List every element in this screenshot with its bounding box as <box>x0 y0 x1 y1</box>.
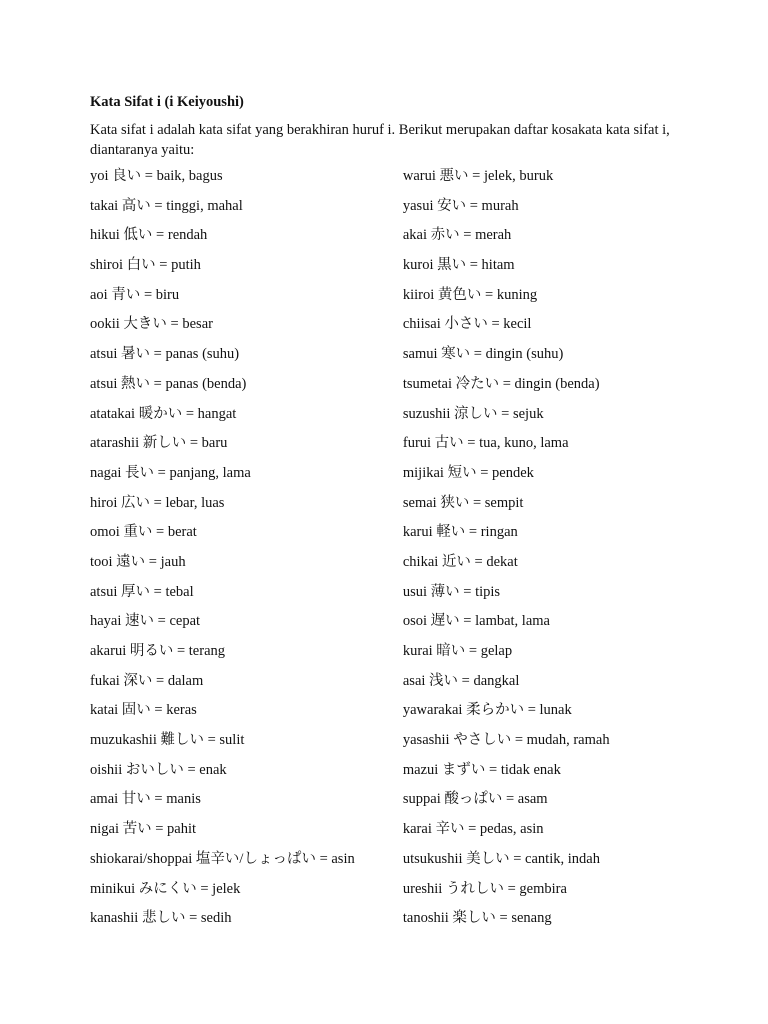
vocab-row <box>90 671 690 701</box>
vocab-entry-left: atsui 暑い = panas (suhu) <box>90 346 240 363</box>
vocab-entry-left: minikui みにくい = jelek <box>90 880 241 897</box>
vocab-row <box>90 582 690 612</box>
vocab-entry-right: kuroi 黒い = hitam <box>402 257 515 274</box>
vocab-entry-right: yasui 安い = murah <box>402 197 519 214</box>
vocab-entry-right: tsumetai 冷たい = dingin (benda) <box>402 375 600 392</box>
vocab-entry-right: karai 辛い = pedas, asin <box>402 821 544 838</box>
vocab-entry-right: mazui まずい = tidak enak <box>402 761 561 778</box>
vocab-row <box>90 344 690 374</box>
vocab-entry-right: suzushii 涼しい = sejuk <box>402 405 544 422</box>
vocab-row <box>90 849 690 879</box>
vocab-entry-left: nigai 苦い = pahit <box>90 821 197 838</box>
vocab-entry-left: omoi 重い = berat <box>90 524 197 541</box>
vocab-entry-left: tooi 遠い = jauh <box>90 553 186 570</box>
vocab-entry-right: yasashii やさしい = mudah, ramah <box>402 732 610 749</box>
vocabulary-table <box>90 166 690 938</box>
vocab-entry-right: osoi 遅い = lambat, lama <box>402 613 550 630</box>
vocab-entry-left: atarashii 新しい = baru <box>90 435 228 452</box>
vocab-entry-left: hayai 速い = cepat <box>90 613 201 630</box>
vocab-entry-right: kiiroi 黄色い = kuning <box>402 286 538 303</box>
vocab-entry-right: suppai 酸っぱい = asam <box>402 791 548 808</box>
vocab-row <box>90 908 690 938</box>
vocab-entry-right: kurai 暗い = gelap <box>402 643 513 659</box>
vocab-row <box>90 641 690 671</box>
vocab-entry-right: warui 悪い = jelek, buruk <box>402 168 554 184</box>
vocab-entry-left: muzukashii 難しい = sulit <box>90 732 245 749</box>
vocab-entry-right: chikai 近い = dekat <box>402 553 518 570</box>
vocab-entry-left: takai 高い = tinggi, mahal <box>90 197 243 214</box>
vocab-entry-left: oishii おいしい = enak <box>90 761 227 778</box>
vocab-entry-left: aoi 青い = biru <box>90 286 180 303</box>
vocab-row <box>90 879 690 909</box>
vocab-entry-right: tanoshii 楽しい = senang <box>402 910 552 927</box>
vocab-entry-right: yawarakai 柔らかい = lunak <box>402 702 572 719</box>
document-title: Kata Sifat i (i Keiyoushi) <box>90 94 244 110</box>
vocab-entry-right: asai 浅い = dangkal <box>402 672 520 689</box>
vocab-entry-left: amai 甘い = manis <box>90 791 201 808</box>
vocab-entry-right: utsukushii 美しい = cantik, indah <box>402 850 600 867</box>
vocab-entry-right: samui 寒い = dingin (suhu) <box>402 346 564 363</box>
vocab-row <box>90 404 690 434</box>
vocab-row <box>90 493 690 523</box>
intro-paragraph: Kata sifat i adalah kata sifat yang berakhiran huruf i. Berikut merupakan daftar kosakata kata sifat i, diantaranya yaitu: <box>90 122 670 158</box>
vocab-entry-left: yoi 良い = baik, bagus <box>90 168 223 184</box>
vocab-entry-left: katai 固い = keras <box>90 702 197 719</box>
vocab-entry-right: furui 古い = tua, kuno, lama <box>402 435 569 452</box>
vocab-entry-left: atatakai 暖かい = hangat <box>90 405 237 422</box>
vocab-row <box>90 225 690 255</box>
vocab-entry-left: hiroi 広い = lebar, luas <box>90 494 225 511</box>
vocab-entry-left: ookii 大きい = besar <box>90 316 213 333</box>
vocab-entry-left: atsui 熱い = panas (benda) <box>90 375 247 392</box>
vocab-row <box>90 196 690 226</box>
vocab-entry-left: atsui 厚い = tebal <box>90 583 194 600</box>
vocab-entry-right: chiisai 小さい = kecil <box>402 316 532 333</box>
vocab-entry-right: mijikai 短い = pendek <box>402 464 534 481</box>
vocab-row <box>90 819 690 849</box>
vocab-row <box>90 760 690 790</box>
vocab-row <box>90 730 690 760</box>
vocab-row <box>90 463 690 493</box>
vocab-entry-right: usui 薄い = tipis <box>402 583 501 600</box>
vocab-row <box>90 552 690 582</box>
vocab-entry-left: akarui 明るい = terang <box>90 643 226 659</box>
vocab-row <box>90 255 690 285</box>
vocab-entry-left: nagai 長い = panjang, lama <box>90 464 251 481</box>
vocab-entry-left: hikui 低い = rendah <box>90 227 208 244</box>
vocab-entry-left: fukai 深い = dalam <box>90 672 204 689</box>
vocab-entry-left: kanashii 悲しい = sedih <box>90 910 232 927</box>
vocab-row <box>90 789 690 819</box>
vocab-entry-right: ureshii うれしい = gembira <box>402 880 567 897</box>
vocab-row <box>90 433 690 463</box>
vocab-entry-right: akai 赤い = merah <box>402 227 512 244</box>
vocab-entry-left: shiroi 白い = putih <box>90 257 201 274</box>
vocab-row <box>90 522 690 552</box>
vocab-row <box>90 700 690 730</box>
vocab-entry-right: karui 軽い = ringan <box>402 524 518 541</box>
vocab-row <box>90 374 690 404</box>
vocab-row <box>90 611 690 641</box>
vocab-entry-left: shiokarai/shoppai 塩辛い/しょっぱい = asin <box>90 850 355 867</box>
vocab-row <box>90 166 690 196</box>
vocab-row <box>90 285 690 315</box>
vocab-entry-right: semai 狭い = sempit <box>402 494 524 511</box>
vocab-row <box>90 314 690 344</box>
document-page <box>90 92 690 938</box>
